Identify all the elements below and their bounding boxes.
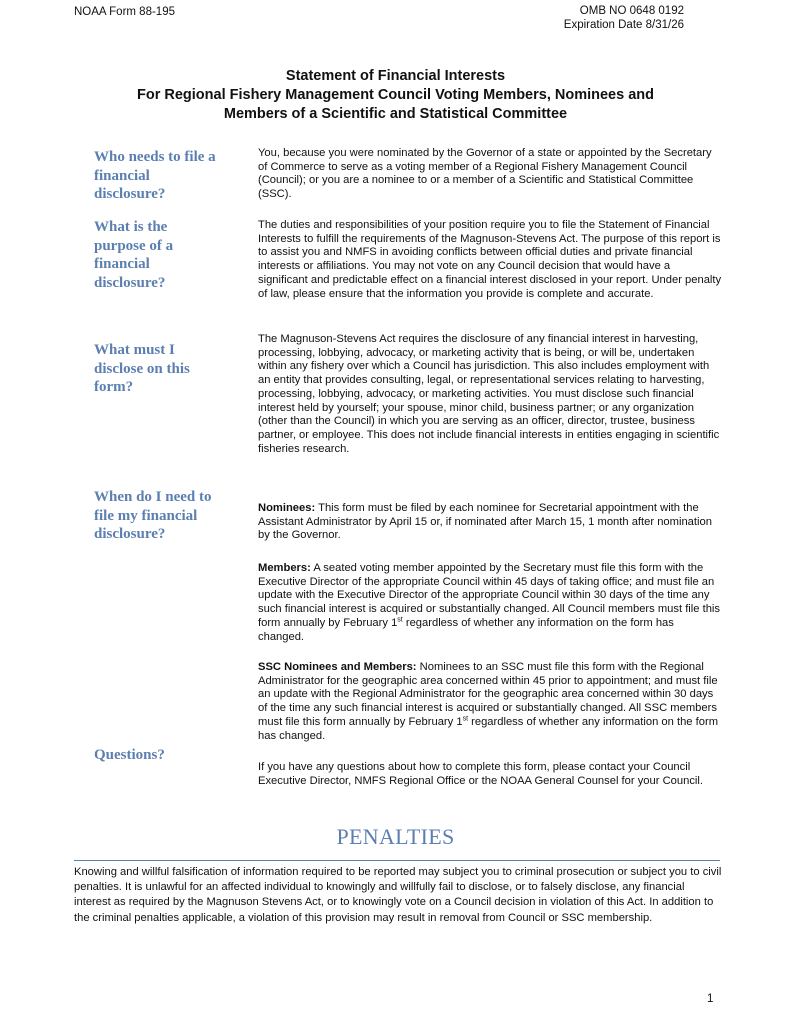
ssc-tail: regardless of whether any information on the form has changed. <box>258 715 719 742</box>
expiration-date: Expiration Date 8/31/26 <box>563 19 684 31</box>
questions-heading: Questions? <box>94 747 165 763</box>
members-text: A seated voting member appointed by the Secretary must file this form with the Executive Director of the appropriate Council within 45 days of taking office; and must file an update with the Executive Director of the appropriate Council within 30 days of the time any such financial interest is acquired or substantially changed. All Council members must file this form annually by February 1 <box>258 562 721 629</box>
ssc-label: SSC Nominees and Members: <box>258 661 417 673</box>
who-text: You, because you were nominated by the Governor of a state or appointed by the Secretary of Commerce to serve as a voting member of a Regional Fishery Management Council (Council); or you are a nominee to or a member of a Scientific and Statistical Committee (SSC). <box>258 147 712 201</box>
title-line-1: Statement of Financial Interests <box>285 68 506 84</box>
ssc-paragraph <box>258 661 722 743</box>
form-number: NOAA Form 88-195 <box>74 6 175 18</box>
omb-number: OMB NO 0648 0192 <box>579 5 684 17</box>
members-label: Members: <box>258 562 311 574</box>
when-heading: When do I need to file my financial disclosure? <box>94 489 212 542</box>
purpose-heading: What is the purpose of a financial disclosure? <box>94 219 174 291</box>
nominees-label: Nominees: <box>258 502 316 514</box>
questions-text: If you have any questions about how to complete this form, please contact your Council Executive Director, NMFS Regional Office or the NOAA General Counsel for your Council. <box>258 761 703 787</box>
penalties-text: Knowing and willful falsification of information required to be reported may subject you to criminal prosecution or subject you to civil penalties. It is unlawful for an affected individual to knowingly and willfully fail to disclose, or to falsely disclose, any financial interest as required by the Magnuson Stevens Act, or to knowingly vote on a Council decision in violation of this Act. In addition to the criminal penalties applicable, a violation of this provision may result in removal from Council or SSC membership. <box>74 866 722 924</box>
penalties-title: PENALTIES <box>336 824 455 849</box>
disclose-text: The Magnuson-Stevens Act requires the disclosure of any financial interest in harvesting, processing, lobbying, advocacy, or marketing activity that is being, or will be, undertaken within any fishery over which a Council has jurisdiction. This also includes employment with an entity that provides consulting, legal, or representational services relating to harvesting, processing, lobbying, advocacy, or marketing activities. You must disclose such financial interest held by yourself; your spouse, minor child, business partner; or any organization (other than the Council) in which you are serving as an officer, director, trustee, business partner, or employee. This does not include financial interests in entities engaging in scientific fisheries research. <box>258 333 720 455</box>
page-number: 1 <box>707 993 714 1005</box>
nominees-text: This form must be filed by each nominee for Secretarial appointment with the Assistant Administrator by April 15 or, if nominated after March 15, 1 month after nomination by the Governor. <box>258 502 712 542</box>
members-sup: st <box>397 616 403 624</box>
members-paragraph <box>258 562 722 644</box>
purpose-text: The duties and responsibilities of your position require you to file the Statement of Financial Interests to fulfill the requirements of the Magnuson-Stevens Act. The purpose of this report is to assist you and NMFS in avoiding conflicts between official duties and private financial interests or affiliations. You may not vote on any Council decision that would have a significant and predictable effect on a financial interest disclosed in your report. Under penalty of law, please ensure that the information you provide is complete and accurate. <box>258 219 722 300</box>
who-heading: Who needs to file a financial disclosure? <box>94 149 216 202</box>
title-line-3: Members of a Scientific and Statistical Committee <box>223 106 568 122</box>
disclose-heading: What must I disclose on this form? <box>94 342 190 395</box>
members-tail: regardless of whether any information on the form has changed. <box>258 616 674 643</box>
document-title <box>0 67 791 124</box>
ssc-sup: st <box>462 715 469 723</box>
penalties-divider <box>74 860 720 861</box>
omb-block <box>564 4 684 32</box>
ssc-text: Nominees to an SSC must file this form with the Regional Administrator for the geographic area concerned within 45 prior to appointment; and must file an update with the Regional Administrator for the geographic area concerned within 30 days of the time any such financial interest is acquired or substantially changed. All SSC members must file this form annually by February 1 <box>258 661 718 728</box>
nominees-paragraph <box>258 502 722 543</box>
title-line-2: For Regional Fishery Management Council Voting Members, Nominees and <box>137 87 654 103</box>
